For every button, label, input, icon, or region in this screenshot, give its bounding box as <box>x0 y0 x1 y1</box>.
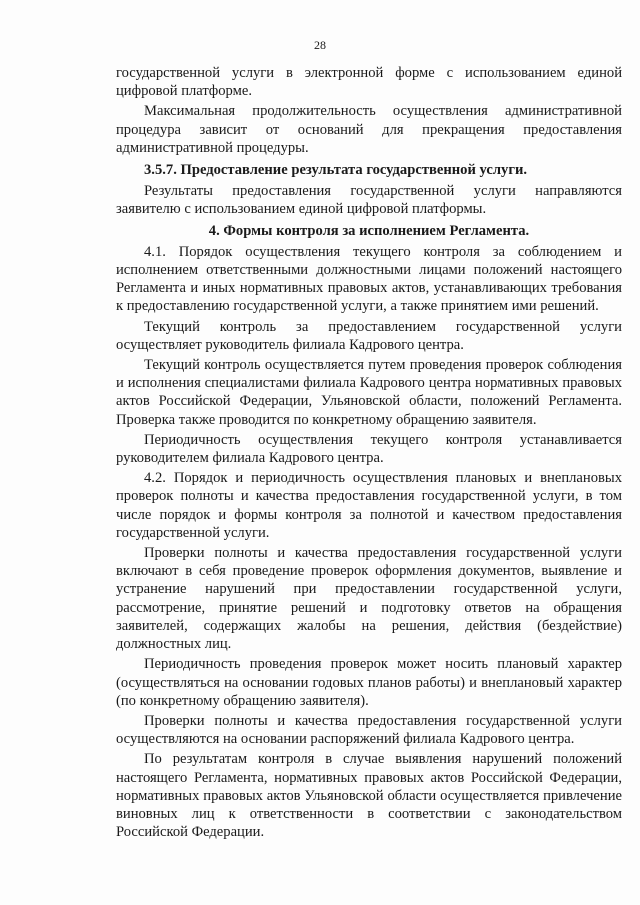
section-heading-3-5-7: 3.5.7. Предоставление результата государственной услуги. <box>144 162 528 179</box>
paragraph-control-periodicity: Периодичность осуществления текущего контроля устанавливается руководителем филиала Кадрового центра. <box>116 431 622 467</box>
paragraph-checks-periodicity: Периодичность проведения проверок может носить плановый характер (осуществляться на основании годовых планов работы) и внеплановый характер (по конкретному обращению заявителя). <box>116 656 622 709</box>
paragraph-results: Результаты предоставления государственной услуги направляются заявителю с использованием единой цифровой платформы. <box>116 183 622 218</box>
document-body <box>116 64 622 843</box>
paragraph-4-2: 4.2. Порядок и периодичность осуществления плановых и внеплановых проверок полноты и качества предоставления государственной услуги, в том числе порядок и формы контроля за полнотой и качеством предоставления государственной услуги. <box>116 470 622 541</box>
section-heading-4: 4. Формы контроля за исполнением Регламента. <box>208 222 530 239</box>
paragraph-checks-include: Проверки полноты и качества предоставления государственной услуги включают в себя проведение проверок оформления документов, выявление и устранение нарушений при предоставлении государственной услуги, рассмотрение, принятие решений и подготовку ответов на обращения заявителей, содержащих жалобы на решения, действия (бездействие) должностных лиц. <box>116 545 622 653</box>
paragraph-continuation: государственной услуги в электронной форме с использованием единой цифровой платформе. <box>116 65 622 100</box>
page-number: 28 <box>314 38 326 52</box>
paragraph-checks-basis: Проверки полноты и качества предоставления государственной услуги осуществляются на основании распоряжений филиала Кадрового центра. <box>116 712 622 748</box>
paragraph-control-results: По результатам контроля в случае выявления нарушений положений настоящего Регламента, нормативных правовых актов Российской Федерации, нормативных правовых актов Ульяновской области осуществляется привлечение виновных лиц к ответственности в соответствии с законодательством Российской Федерации. <box>116 751 622 841</box>
paragraph-4-1: 4.1. Порядок осуществления текущего контроля за соблюдением и исполнением ответственными должностными лицами положений настоящего Регламента и иных нормативных правовых актов, устанавливающих требования к предоставлению государственной услуги, а также принятием ими решений. <box>116 243 622 315</box>
paragraph-max-duration: Максимальная продолжительность осуществления административной процедура зависит от оснований для прекращения предоставления административной процедуры. <box>116 103 622 156</box>
paragraph-current-control: Текущий контроль за предоставлением государственной услуги осуществляет руководитель филиала Кадрового центра. <box>116 318 622 353</box>
paragraph-control-method: Текущий контроль осуществляется путем проведения проверок соблюдения и исполнения специалистами филиала Кадрового центра нормативных правовых актов Российской Федерации, Ульяновской области, положений Регламента. Проверка также проводится по конкретному обращению заявителя. <box>116 357 622 428</box>
